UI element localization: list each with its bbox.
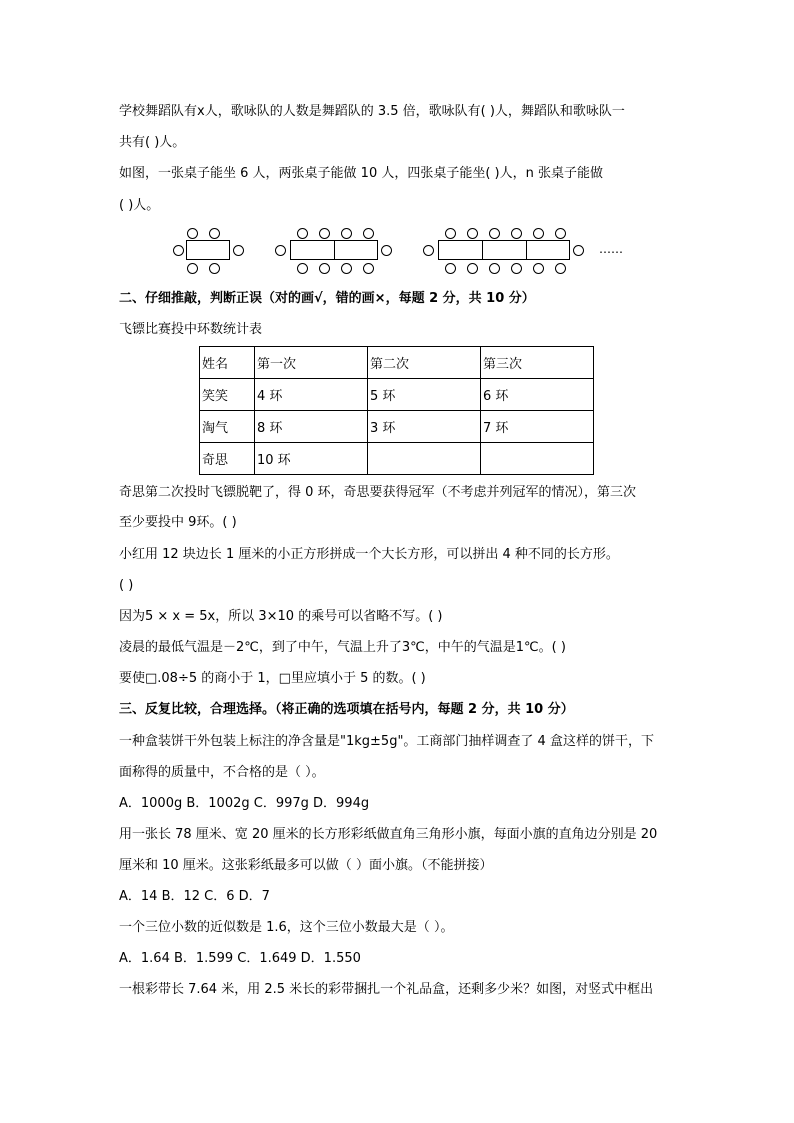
choice-3-options: A．1.64 B．1.599 C．1.649 D．1.550 — [119, 951, 361, 966]
section-heading-choice: 三、反复比较，合理选择。（将正确的选项填在括号内，每题 2 分，共 10 分） — [119, 702, 574, 717]
ellipsis-text: …… — [599, 242, 623, 256]
table-cell: 10 环 — [255, 443, 368, 475]
seat-circle — [363, 228, 374, 239]
seat-circle — [467, 228, 478, 239]
judgement-4: 凌晨的最低气温是－2℃，到了中午，气温上升了3℃，中午的气温是1℃。( ) — [119, 640, 566, 655]
table-cell — [368, 443, 481, 475]
seat-circle — [555, 228, 566, 239]
seat-circle — [533, 263, 544, 274]
tables-seating-figure — [171, 228, 631, 278]
table-title: 飞镖比赛投中环数统计表 — [119, 322, 263, 337]
seat-circle — [445, 263, 456, 274]
table-row — [200, 411, 594, 443]
choice-1-line2: 面称得的质量中，不合格的是（ ）。 — [119, 765, 325, 780]
seat-circle — [209, 228, 220, 239]
desk-rect — [290, 240, 378, 260]
darts-score-table — [199, 346, 594, 475]
seat-circle — [209, 263, 220, 274]
header-cell: 第一次 — [255, 347, 368, 379]
seat-circle — [233, 245, 244, 256]
seat-circle — [187, 263, 198, 274]
judgement-3: 因为5 × x = 5x，所以 3×10 的乘号可以省略不写。( ) — [119, 609, 443, 624]
table-cell: 8 环 — [255, 411, 368, 443]
seat-circle — [319, 228, 330, 239]
choice-2-line1: 用一张长 78 厘米、宽 20 厘米的长方形彩纸做直角三角形小旗，每面小旗的直角边分别是 20 — [119, 827, 658, 842]
question-dance-team-line1: 学校舞蹈队有x人，歌咏队的人数是舞蹈队的 3.5 倍，歌咏队有( )人，舞蹈队和歌咏队一 — [119, 104, 625, 119]
judgement-5: 要使□.08÷5 的商小于 1，□里应填小于 5 的数。( ) — [119, 671, 426, 686]
seat-circle — [511, 263, 522, 274]
seat-circle — [445, 228, 456, 239]
table-cell: 7 环 — [481, 411, 594, 443]
table-header-row — [200, 347, 594, 379]
judgement-1-line2: 至少要投中 9环。( ) — [119, 515, 237, 530]
question-dance-team-line2: 共有( )人。 — [119, 135, 186, 150]
seat-circle — [489, 263, 500, 274]
judgement-1-line1: 奇思第二次投时飞镖脱靶了，得 0 环，奇思要获得冠军（不考虑并列冠军的情况），第三次 — [119, 485, 637, 500]
question-tables-line2: ( )人。 — [119, 198, 160, 213]
seat-circle — [187, 228, 198, 239]
desk-rect — [186, 240, 230, 260]
seat-circle — [297, 228, 308, 239]
choice-4-line1: 一根彩带长 7.64 米，用 2.5 米长的彩带捆扎一个礼品盒，还剩多少米？如图，对竖式中框出 — [119, 982, 654, 997]
seat-circle — [341, 228, 352, 239]
seat-circle — [555, 263, 566, 274]
table-cell: 笑笑 — [200, 379, 255, 411]
choice-3-line1: 一个三位小数的近似数是 1.6，这个三位小数最大是（ ）。 — [119, 920, 454, 935]
choice-1-line1: 一种盒装饼干外包装上标注的净含量是"1kg±5g"。工商部门抽样调查了 4 盒这样的饼干，下 — [119, 734, 654, 749]
table-cell: 5 环 — [368, 379, 481, 411]
choice-2-options: A．14 B．12 C．6 D．7 — [119, 889, 270, 904]
judgement-2-line2: ( ) — [119, 578, 134, 593]
table-row — [200, 379, 594, 411]
seat-circle — [363, 263, 374, 274]
seat-circle — [573, 245, 584, 256]
seat-circle — [511, 228, 522, 239]
header-cell: 姓名 — [200, 347, 255, 379]
table-cell: 3 环 — [368, 411, 481, 443]
table-row — [200, 443, 594, 475]
seat-circle — [467, 263, 478, 274]
table-cell: 4 环 — [255, 379, 368, 411]
header-cell: 第二次 — [368, 347, 481, 379]
question-tables-line1: 如图，一张桌子能坐 6 人，两张桌子能做 10 人，四张桌子能坐( )人，n 张桌子能做 — [119, 166, 603, 181]
judgement-2-line1: 小红用 12 块边长 1 厘米的小正方形拼成一个大长方形，可以拼出 4 种不同的长方形。 — [119, 547, 619, 562]
seat-circle — [297, 263, 308, 274]
section-heading-true-false: 二、仔细推敲，判断正误（对的画√，错的画×，每题 2 分，共 10 分） — [119, 291, 535, 306]
seat-circle — [489, 228, 500, 239]
desk-rect — [438, 240, 570, 260]
table-cell — [481, 443, 594, 475]
table-cell: 奇思 — [200, 443, 255, 475]
header-cell: 第三次 — [481, 347, 594, 379]
seat-circle — [533, 228, 544, 239]
table-cell: 6 环 — [481, 379, 594, 411]
seat-circle — [381, 245, 392, 256]
seat-circle — [173, 245, 184, 256]
seat-circle — [423, 245, 434, 256]
seat-circle — [341, 263, 352, 274]
seat-circle — [319, 263, 330, 274]
choice-2-line2: 厘米和 10 厘米。这张彩纸最多可以做（ ）面小旗。（不能拼接） — [119, 858, 493, 873]
seat-circle — [275, 245, 286, 256]
choice-1-options: A．1000g B．1002g C．997g D．994g — [119, 796, 370, 811]
table-cell: 淘气 — [200, 411, 255, 443]
